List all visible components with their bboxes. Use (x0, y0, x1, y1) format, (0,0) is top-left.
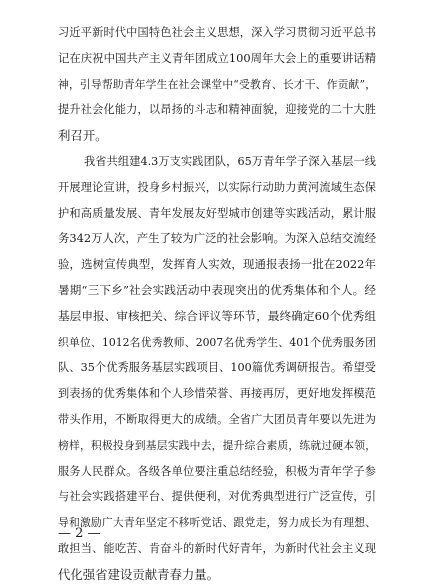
text-line: 与社会实践搭建平台、提供便利，对优秀典型进行广泛宣传，引 (58, 490, 376, 504)
text-line: 暑期“三下乡”社会实践活动中表现突出的优秀集体和个人。经 (58, 282, 376, 297)
text-line: 务342万人次，产生了较为广泛的社会影响。为深入总结交流经 (58, 231, 376, 246)
text-line: 习近平新时代中国特色社会主义思想，深入学习贯彻习近平总书 (58, 26, 376, 39)
text-line: 验，选树宣传典型，发挥育人实效，现通报表扬一批在2022年 (58, 257, 376, 272)
text-line: 记在庆祝中国共产主义青年团成立100周年大会上的重要讲话精 (58, 50, 376, 65)
text-line: 开展理论宣讲，投身乡村振兴，以实际行动助力黄河流域生态保 (58, 180, 376, 194)
text-line: 利召开。 (58, 128, 108, 144)
text-line: 护和高质量发展、青年发展友好型城市创建等实践活动，累计服 (58, 206, 376, 220)
text-line: 导和激励广大青年坚定不移听党话、跟党走，努力成长为有理想、 (58, 516, 376, 530)
text-line: 服务人民群众。各级各单位要注重总结经验，积极为青年学子参 (58, 464, 376, 478)
text-line: 神，引导帮助青年学生在社会课堂中“受教育、长才干、作贡献”， (58, 77, 376, 91)
text-line: 敢担当、能吃苦、肯奋斗的新时代好青年，为新时代社会主义现 (58, 541, 376, 555)
text-line: 带头作用，不断取得更大的成绩。全省广大团员青年要以先进为 (58, 412, 376, 426)
text-line: 基层申报、审核把关、综合评议等环节，最终确定60个优秀组 (58, 308, 376, 323)
text-line: 队、35个优秀服务基层实践项目、100篇优秀调研报告。希望受 (58, 361, 376, 375)
text-line: 到表扬的优秀集体和个人珍惜荣誉、再接再厉，更好地发挥模范 (58, 387, 376, 401)
text-line: 提升社会化能力，以昂扬的斗志和精神面貌，迎接党的二十大胜 (58, 103, 376, 117)
page-number: — 2 — (58, 526, 101, 541)
text-line: 我省共组建4.3万支实践团队，65万青年学子深入基层一线 (84, 154, 376, 168)
text-line: 榜样，积极投身到基层实践中去，提升综合素质，练就过硬本领， (58, 438, 376, 452)
text-line: 织单位、1012名优秀教师、2007名优秀学生、401个优秀服务团 (58, 335, 376, 349)
body-text (58, 20, 376, 588)
text-line: 代化强省建设贡献青春力量。 (58, 566, 220, 582)
